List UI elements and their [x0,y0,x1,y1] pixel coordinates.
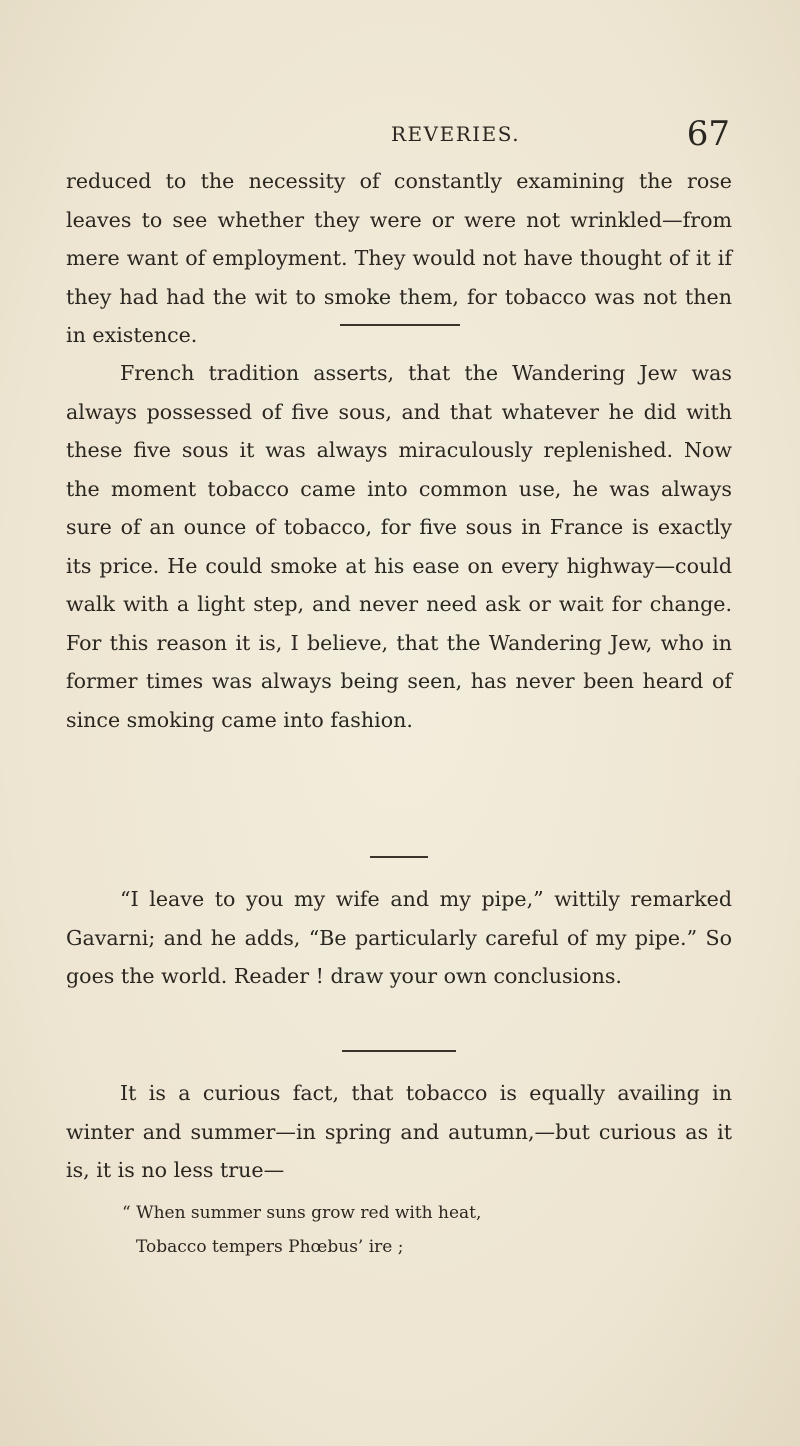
verse-line-1: “ When summer suns grow red with heat, [122,1203,482,1223]
paragraph-4 [66,1074,732,1190]
paragraph-3 [66,880,732,996]
verse-quote [122,1196,722,1264]
paragraph-text: reduced to the necessity of constantly examining the rose leaves to see whether they were or were not wrinkled—from mere want of employment. They would not have thought of it if they had had the wit to smoke them, for tobacco was not then in existence. [66,169,732,347]
section-divider [340,324,460,326]
paragraph-2 [66,354,732,739]
paragraph-text: It is a curious fact, that tobacco is equally availing in winter and summer—in spring and autumn,—but curious as it is, it is no less true— [66,1081,732,1182]
running-title: REVERIES. [391,122,521,146]
paragraph-text: “I leave to you my wife and my pipe,” wittily remarked Gavarni; and he adds, “Be particularly careful of my pipe.” So goes the world. Reader ! draw your own conclusions. [66,887,732,988]
verse-line-2: Tobacco tempers Phœbus’ ire ; [136,1237,404,1257]
page-header [66,114,732,158]
paragraph-text: French tradition asserts, that the Wandering Jew was always possessed of five sous, and that whatever he did with these five sous it was always miraculously replenished. Now the moment tobacco came into common use, he was always sure of an ounce of tobacco, for five sous in France is exactly its price. He could smoke at his ease on every highway—could walk with a light step, and never need ask or wait for change. For this reason it is, I believe, that the Wandering Jew, who in former times was always being seen, has never been heard of since smoking came into fashion. [66,361,732,732]
page-number: 67 [686,114,730,154]
section-divider [370,856,428,858]
section-divider [342,1050,456,1052]
